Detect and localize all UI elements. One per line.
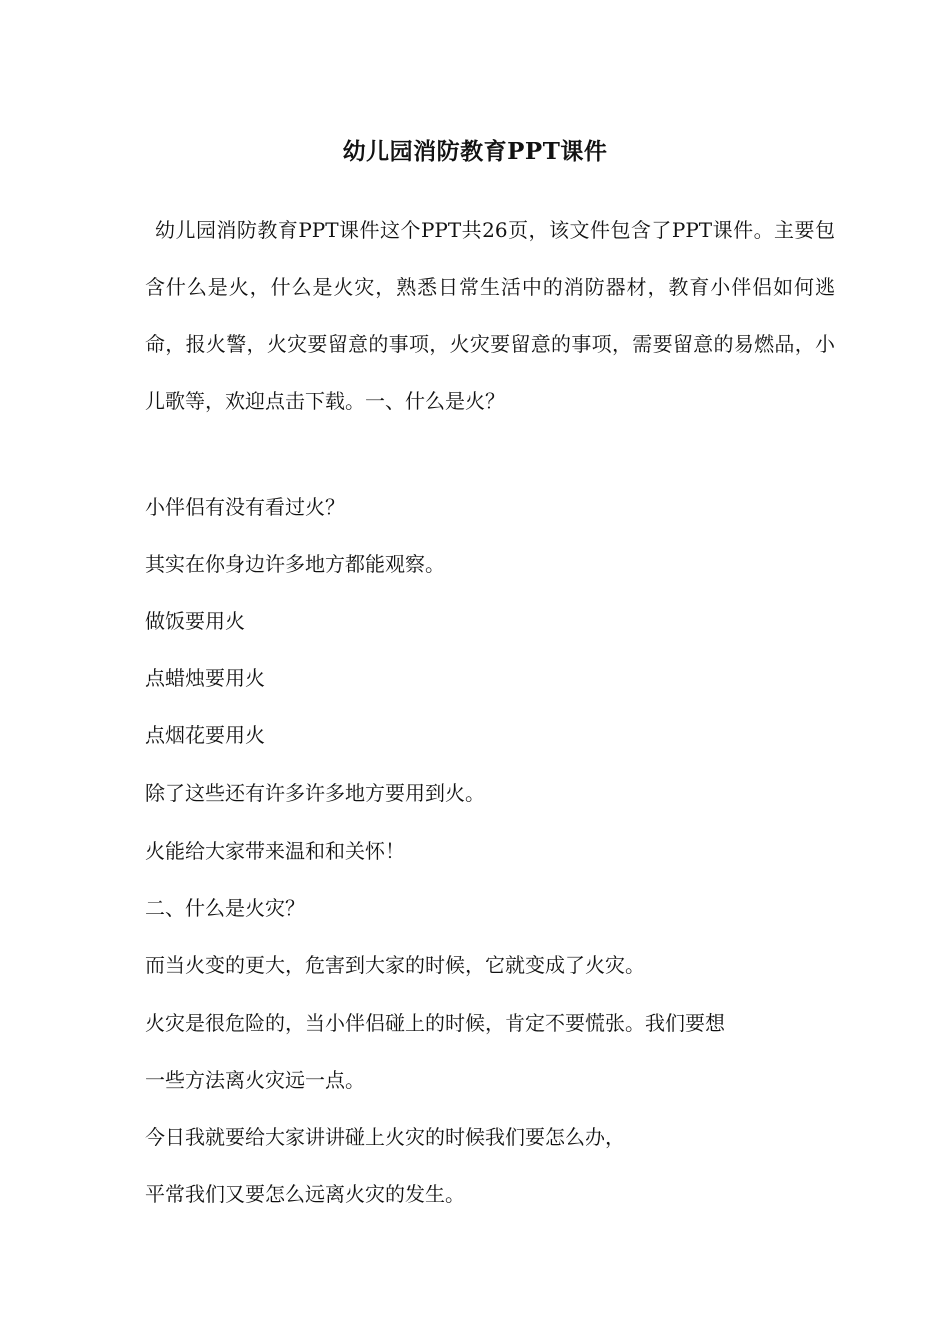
- paragraph-line: 火灾是很危险的，当小伴侣碰上的时候，肯定不要慌张。我们要想: [145, 1011, 725, 1035]
- paragraph-line: 除了这些还有许多许多地方要用到火。: [145, 781, 485, 805]
- paragraph-line: 点蜡烛要用火: [145, 666, 265, 690]
- paragraph-line: 火能给大家带来温和和关怀！: [145, 839, 405, 863]
- paragraph-line: 而当火变的更大，危害到大家的时候，它就变成了火灾。: [145, 953, 645, 977]
- section-heading: 二、什么是火灾？: [145, 896, 305, 920]
- paragraph-line: 平常我们又要怎么远离火灾的发生。: [145, 1182, 465, 1206]
- document-title: 幼儿园消防教育PPT课件: [342, 138, 608, 165]
- paragraph-line: 做饭要用火: [145, 609, 245, 633]
- paragraph-line: 点烟花要用火: [145, 723, 265, 747]
- paragraph-line: 小伴侣有没有看过火？: [145, 495, 345, 519]
- intro-paragraph: 幼儿园消防教育PPT课件这个PPT共26页，该文件包含了PPT课件。主要包含什么是火，什么是火灾，熟悉日常生活中的消防器材，教育小伴侣如何逃命，报火警，火灾要留意的事项，火灾要留意的事项，需要留意的易燃品，小儿歌等，欢迎点击下载。一、什么是火？: [145, 218, 835, 413]
- paragraph-line: 一些方法离火灾远一点。: [145, 1068, 365, 1092]
- paragraph-line: 其实在你身边许多地方都能观察。: [145, 552, 445, 576]
- paragraph-line: 今日我就要给大家讲讲碰上火灾的时候我们要怎么办，: [145, 1125, 625, 1149]
